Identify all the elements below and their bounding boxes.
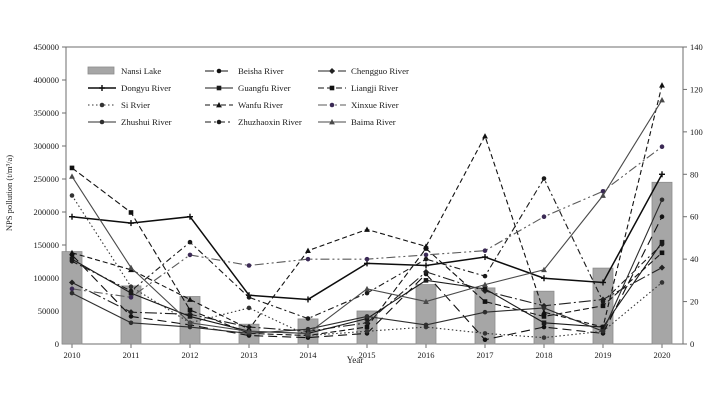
circle-marker	[70, 291, 75, 296]
circle-marker	[129, 284, 134, 289]
circle-marker	[483, 310, 488, 315]
square-marker	[129, 210, 134, 215]
triangle-marker	[364, 226, 370, 231]
legend-label: Wanfu River	[238, 100, 283, 110]
circle-marker	[424, 257, 429, 262]
circle-marker	[188, 253, 193, 258]
legend-item-si-rvier	[88, 100, 150, 110]
series-line	[72, 179, 662, 319]
circle-marker	[306, 257, 311, 262]
x-axis-year-label: 2011	[122, 350, 140, 360]
right-axis-tick-label: 40	[690, 254, 699, 265]
bar	[62, 252, 82, 344]
left-axis-tick-label: 100000	[33, 273, 59, 283]
bar	[416, 285, 436, 344]
legend-bar-swatch	[88, 67, 114, 74]
circle-marker	[601, 329, 606, 334]
legend-item-liangji-river	[318, 83, 398, 93]
x-axis-year-label: 2017	[476, 350, 494, 360]
x-axis-year-label: 2010	[63, 350, 81, 360]
line-series-xinxue-river	[70, 144, 665, 299]
circle-marker	[188, 325, 193, 330]
right-axis-tick-label: 20	[690, 296, 699, 307]
left-axis-tick-label: 350000	[33, 108, 59, 118]
left-axis-tick-label: 50000	[37, 306, 59, 316]
triangle-marker	[364, 286, 370, 291]
circle-marker	[483, 274, 488, 279]
circle-marker	[483, 331, 488, 336]
circle-marker	[542, 306, 547, 311]
circle-marker	[247, 295, 252, 300]
x-axis-year-label: 2018	[535, 350, 553, 360]
circle-marker	[306, 316, 311, 321]
circle-marker	[660, 280, 665, 285]
circle-marker	[601, 299, 606, 304]
square-marker	[365, 325, 370, 330]
legend-item-baima-river	[318, 117, 396, 127]
square-marker	[601, 304, 606, 309]
x-axis-year-label: 2019	[594, 350, 612, 360]
legend-label: Beisha River	[238, 66, 284, 76]
circle-marker	[660, 144, 665, 149]
legend-label: Zhuzhaoxin River	[238, 117, 302, 127]
square-marker	[542, 320, 547, 325]
circle-marker	[100, 120, 105, 125]
series-line	[72, 168, 662, 336]
right-axis-tick-label: 140	[690, 42, 703, 52]
circle-marker	[365, 291, 370, 296]
line-series-zhushui-river	[70, 197, 665, 335]
circle-marker	[660, 214, 665, 219]
triangle-marker	[600, 193, 606, 198]
triangle-marker	[659, 97, 665, 102]
square-marker	[542, 314, 547, 319]
legend-item-xinxue-river	[318, 100, 399, 110]
line-series-chengguo-river	[69, 265, 665, 335]
legend-label: Xinxue River	[351, 100, 399, 110]
bar	[652, 182, 672, 344]
square-marker	[188, 314, 193, 319]
legend-item-beisha-river	[205, 66, 284, 76]
x-axis-label: Year	[346, 355, 364, 365]
circle-marker	[330, 103, 335, 108]
square-marker	[188, 308, 193, 313]
circle-marker	[660, 197, 665, 202]
left-axis-tick-label: 250000	[33, 174, 59, 184]
circle-marker	[129, 289, 134, 294]
right-axis-tick-label: 80	[690, 169, 699, 180]
legend-item-wanfu-river	[205, 100, 283, 110]
line-series-dongyu-river	[69, 171, 665, 302]
circle-marker	[100, 103, 105, 108]
x-axis-year-label: 2015	[358, 350, 376, 360]
square-marker	[424, 278, 429, 283]
circle-marker	[129, 295, 134, 300]
series-line	[72, 147, 662, 298]
x-axis-year-label: 2020	[653, 350, 671, 360]
right-axis-tick-label: 100	[690, 126, 703, 137]
square-marker	[660, 250, 665, 255]
triangle-marker	[482, 133, 488, 138]
circle-marker	[542, 335, 547, 340]
line-series-zhuzhaoxin-river	[70, 176, 665, 321]
left-axis-tick-label: 150000	[33, 240, 59, 250]
x-axis-year-label: 2013	[240, 350, 258, 360]
triangle-marker	[423, 243, 429, 248]
square-marker	[217, 86, 222, 91]
triangle-marker	[69, 173, 75, 178]
circle-marker	[424, 253, 429, 258]
x-axis-year-label: 2014	[299, 350, 317, 360]
legend-label: Liangji River	[351, 83, 399, 93]
series-line	[72, 100, 662, 333]
circle-marker	[365, 314, 370, 319]
circle-marker	[129, 320, 134, 325]
circle-marker	[70, 193, 75, 198]
y-axis-label: NPS pollution (t/m³/a)	[4, 154, 14, 232]
left-axis-tick-label: 300000	[33, 141, 59, 151]
circle-marker	[247, 306, 252, 311]
circle-marker	[542, 176, 547, 181]
left-axis-tick-label: 450000	[33, 42, 59, 52]
legend-label: Dongyu River	[121, 83, 172, 93]
circle-marker	[424, 323, 429, 328]
square-marker	[483, 299, 488, 304]
legend-item-chengguo-river	[318, 66, 409, 76]
square-marker	[70, 166, 75, 171]
square-marker	[330, 86, 335, 91]
circle-marker	[217, 120, 222, 125]
diamond-marker	[329, 68, 335, 74]
right-axis-tick-label: 120	[690, 84, 703, 95]
legend-item-nansi-lake	[88, 66, 161, 76]
legend-item-zhushui-river	[88, 117, 172, 127]
legend-label: Guangfu River	[238, 83, 291, 93]
square-marker	[483, 287, 488, 292]
x-axis-year-label: 2012	[181, 350, 199, 360]
legend-label: Chengguo River	[351, 66, 409, 76]
legend-label: Zhushui River	[121, 117, 172, 127]
legend-label: Si Rvier	[121, 100, 151, 110]
legend-item-dongyu-river	[88, 83, 171, 93]
right-axis-tick-label: 60	[690, 211, 699, 222]
circle-marker	[483, 248, 488, 253]
circle-marker	[247, 263, 252, 268]
legend-label: Nansi Lake	[121, 66, 162, 76]
series-line	[72, 174, 662, 299]
triangle-marker	[659, 82, 665, 87]
circle-marker	[483, 337, 488, 342]
left-axis-tick-label: 400000	[33, 75, 59, 85]
legend-label: Baima River	[351, 117, 396, 127]
left-axis-tick-label: 0	[54, 339, 59, 349]
circle-marker	[542, 325, 547, 330]
line-series-baima-river	[69, 97, 665, 336]
circle-marker	[660, 242, 665, 247]
circle-marker	[542, 214, 547, 219]
circle-marker	[365, 257, 370, 262]
legend-item-zhuzhaoxin-river	[205, 117, 302, 127]
triangle-marker	[305, 248, 311, 253]
right-axis-tick-label: 0	[690, 339, 695, 349]
x-axis-year-label: 2016	[417, 350, 435, 360]
circle-marker	[217, 69, 222, 74]
circle-marker	[70, 287, 75, 292]
circle-marker	[70, 259, 75, 264]
left-axis-tick-label: 200000	[33, 207, 59, 217]
circle-marker	[365, 329, 370, 334]
circle-marker	[188, 240, 193, 245]
legend-item-guangfu-river	[205, 83, 291, 93]
